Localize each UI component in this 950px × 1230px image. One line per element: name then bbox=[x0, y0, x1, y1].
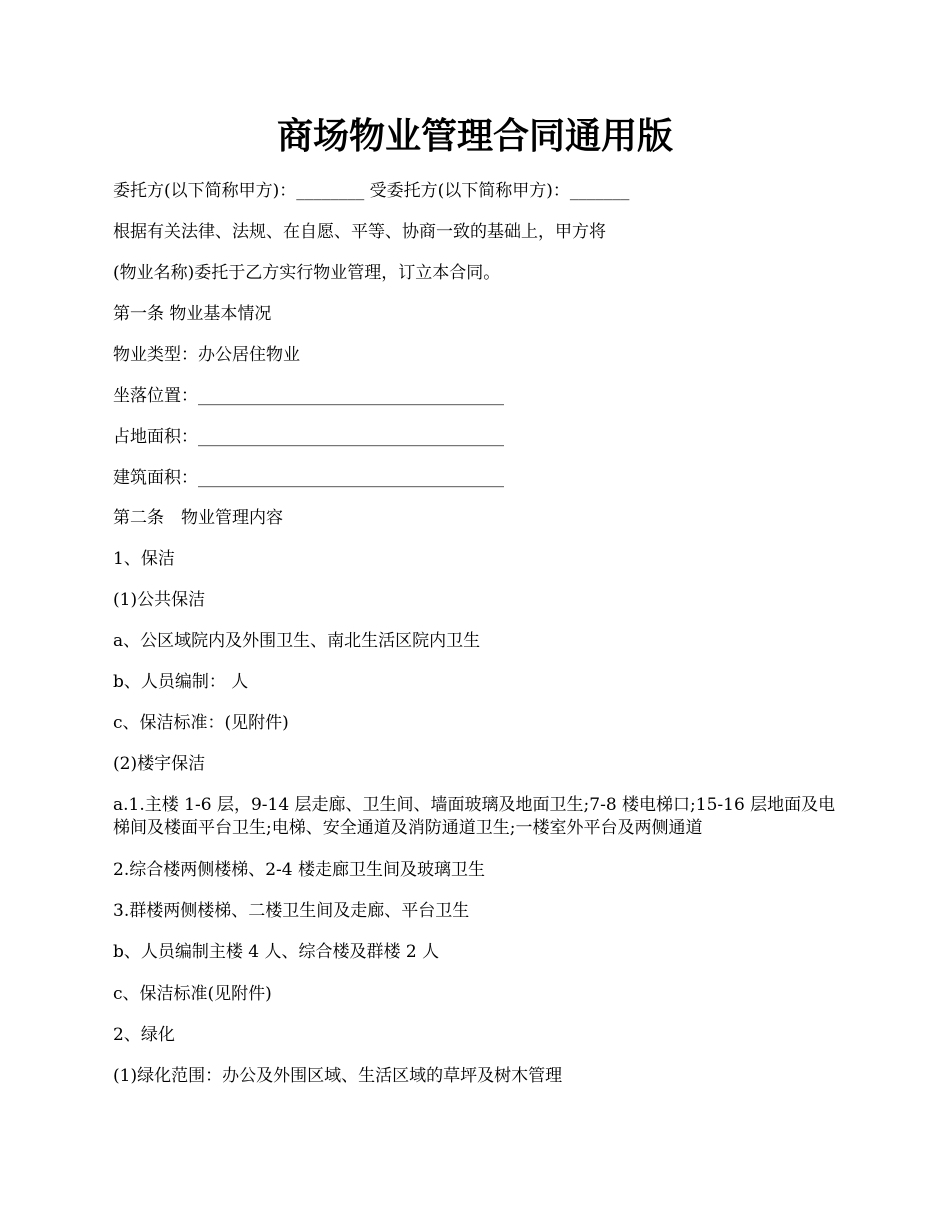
complex-building-scope: 2.综合楼两侧楼梯、2-4 楼走廊卫生间及玻璃卫生 bbox=[113, 860, 485, 880]
section-greening: 2、绿化 bbox=[113, 1025, 175, 1045]
document-title: 商场物业管理合同通用版 bbox=[276, 115, 673, 157]
land-area: 占地面积：____________________________________ bbox=[113, 427, 504, 447]
building-cleaning-staff: b、人员编制主楼 4 人、综合楼及群楼 2 人 bbox=[113, 942, 440, 962]
article-2-heading: 第二条 物业管理内容 bbox=[113, 508, 283, 528]
public-cleaning-standard: c、保洁标准：(见附件) bbox=[113, 713, 289, 733]
greening-scope: (1)绿化范围：办公及外围区域、生活区域的草坪及树木管理 bbox=[113, 1066, 563, 1086]
public-cleaning-heading: (1)公共保洁 bbox=[113, 590, 206, 610]
building-cleaning-standard: c、保洁标准(见附件) bbox=[113, 984, 272, 1004]
party-line: 委托方(以下简称甲方)：________ 受委托方(以下简称甲方)：_______ bbox=[113, 181, 630, 201]
property-type: 物业类型：办公居住物业 bbox=[113, 345, 300, 365]
section-cleaning: 1、保洁 bbox=[113, 549, 175, 569]
main-building-scope: a.1.主楼 1-6 层，9-14 层走廊、卫生间、墙面玻璃及地面卫生;7-8 楼电梯口;15-16 层地面及电梯间及楼面平台卫生;电梯、安全通道及消防通道卫生;一楼室外平台及两侧通道 bbox=[113, 795, 836, 838]
article-1-heading: 第一条 物业基本情况 bbox=[113, 304, 272, 324]
public-cleaning-staff: b、人员编制： 人 bbox=[113, 672, 249, 692]
preamble-line-1: 根据有关法律、法规、在自愿、平等、协商一致的基础上，甲方将 bbox=[113, 222, 606, 242]
public-cleaning-scope: a、公区域院内及外围卫生、南北生活区院内卫生 bbox=[113, 631, 481, 651]
property-location: 坐落位置：____________________________________ bbox=[113, 386, 504, 406]
building-area: 建筑面积：____________________________________ bbox=[113, 468, 504, 488]
preamble-line-2: (物业名称)委托于乙方实行物业管理，订立本合同。 bbox=[113, 263, 501, 283]
building-cleaning-heading: (2)楼宇保洁 bbox=[113, 754, 206, 774]
group-building-scope: 3.群楼两侧楼梯、二楼卫生间及走廊、平台卫生 bbox=[113, 901, 470, 921]
